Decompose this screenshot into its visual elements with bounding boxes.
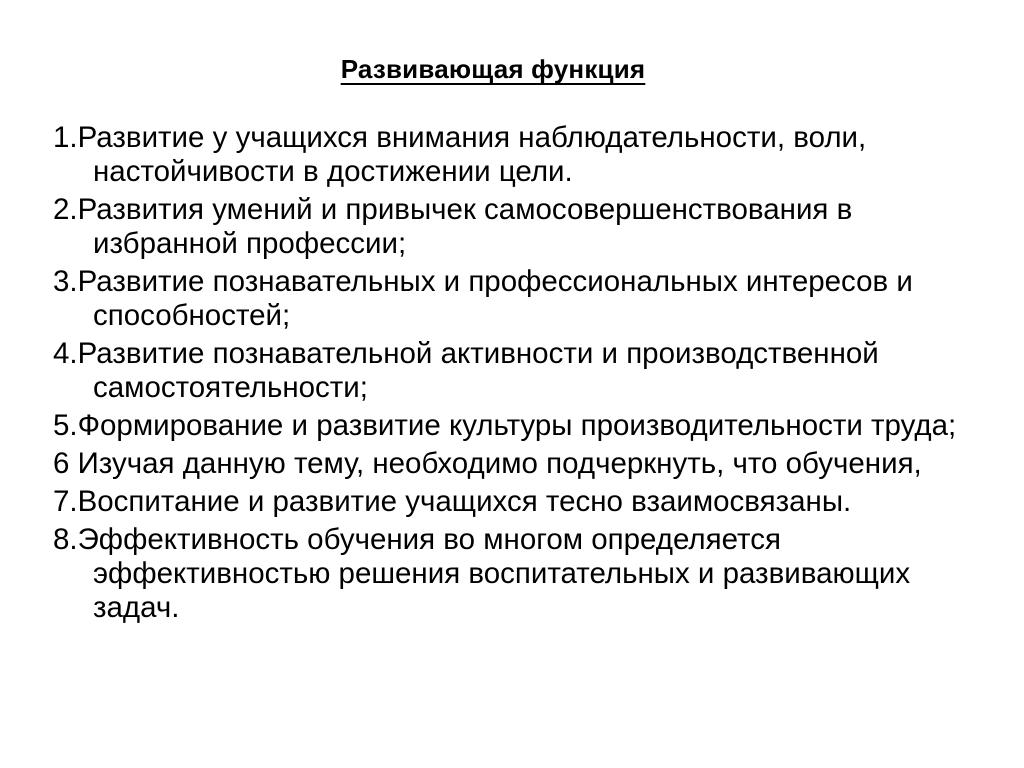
list-item-3: 3.Развитие познавательных и профессиональных интересов и способностей; bbox=[53, 265, 913, 332]
list-item-8: 8.Эффективность обучения во многом определяется эффективностью решения воспитательных и развивающих задач. bbox=[53, 523, 911, 624]
bullet-list bbox=[53, 121, 1003, 629]
slide-title: Развивающая функция bbox=[340, 54, 646, 84]
list-item-4: 4.Развитие познавательной активности и производственной самостоятельности; bbox=[53, 337, 879, 404]
list-item-6: 6 Изучая данную тему, необходимо подчеркнуть, что обучения, bbox=[53, 447, 922, 480]
list-item-1: 1.Развитие у учащихся внимания наблюдательности, воли, настойчивости в достижении цели. bbox=[53, 121, 867, 188]
list-item-2: 2.Развития умений и привычек самосовершенствования в избранной профессии; bbox=[53, 193, 853, 260]
list-item-7: 7.Воспитание и развитие учащихся тесно взаимосвязаны. bbox=[53, 485, 852, 518]
list-item-5: 5.Формирование и развитие культуры производительности труда; bbox=[53, 409, 957, 442]
